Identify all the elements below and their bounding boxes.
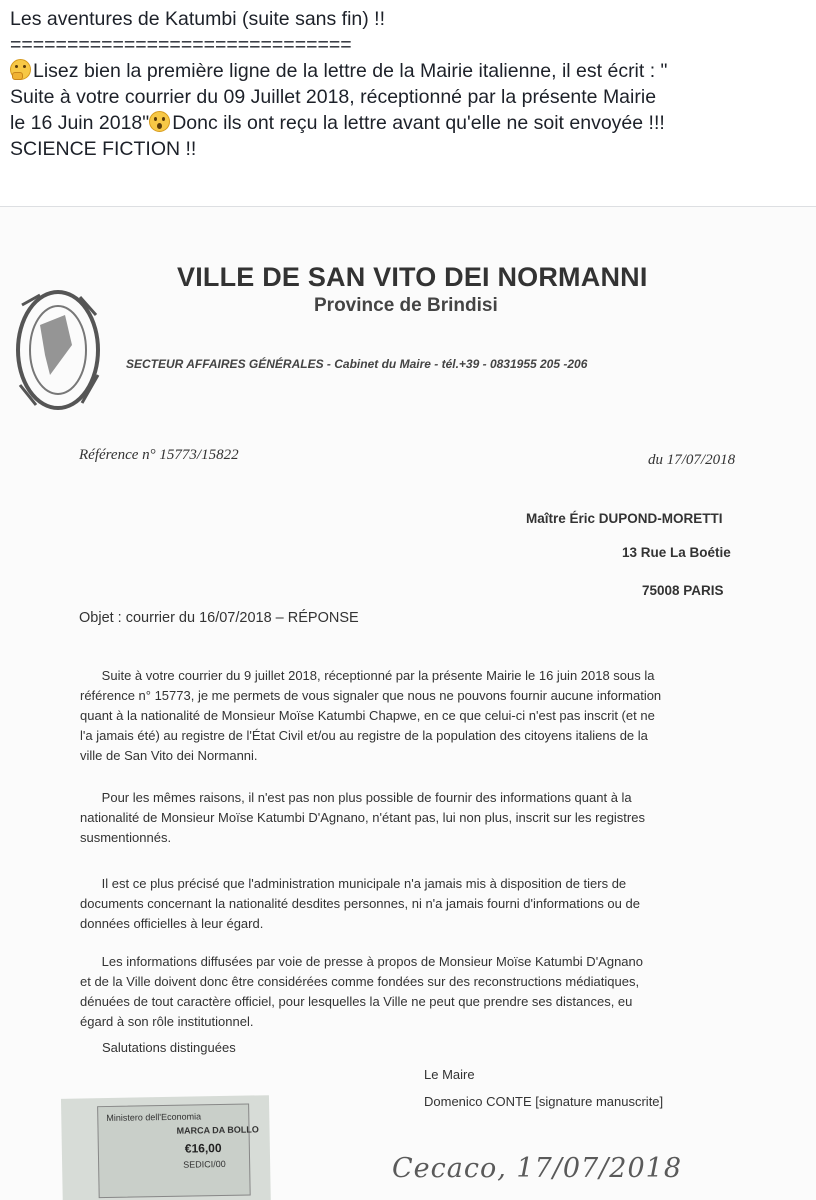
revenue-stamp-amount: €16,00: [184, 1141, 222, 1156]
post-line-6: SCIENCE FICTION !!: [10, 138, 197, 160]
recipient-street: 13 Rue La Boétie: [622, 545, 731, 560]
post-line-5: [10, 110, 810, 136]
recipient-city: 75008 PARIS: [642, 583, 724, 598]
letter-paragraph-3: Il est ce plus précisé que l'administration municipale n'a jamais mis à disposition de tiers de documents concernant la nationalité desdites personnes, ni n'a jamais fourni d'informations ou de données officielles à leur égard.: [80, 876, 640, 931]
letter-province-heading: Province de Brindisi: [314, 295, 498, 316]
letter-paragraph-1: Suite à votre courrier du 9 juillet 2018, réceptionné par la présente Mairie le 16 juin 2018 sous la référence n° 15773, je me permets de vous signaler que nous ne pouvons fournir aucune information quant à la nationalité de Monsieur Moïse Katumbi Chapwe, en ce que celui-ci n'est pas inscrit (et ne l'a jamais été) au registre de l'État Civil et/ou au registre de la population des citoyens italiens de la ville de San Vito dei Normanni.: [80, 668, 662, 763]
post-line-3: [10, 58, 810, 84]
astonished-face-icon: [149, 111, 170, 132]
letter-signer-name: Domenico CONTE [signature manuscrite]: [424, 1094, 664, 1109]
revenue-stamp-label: MARCA DA BOLLO: [176, 1124, 259, 1136]
handwritten-date: Cecaco, 17/07/2018: [392, 1153, 683, 1184]
post-line-title: Les aventures de Katumbi (suite sans fin) !!: [10, 8, 386, 30]
letter-salutation: Salutations distinguées: [102, 1040, 236, 1055]
revenue-stamp: [61, 1095, 271, 1200]
letter-subject: Objet : courrier du 16/07/2018 – RÉPONSE: [79, 610, 359, 626]
post-line-4: Suite à votre courrier du 09 Juillet 2018, réceptionné par la présente Mairie: [10, 86, 657, 108]
post-line-3-text: Lisez bien la première ligne de la lettre de la Mairie italienne, il est écrit : ": [33, 60, 668, 82]
letter-paragraph-2: Pour les mêmes raisons, il n'est pas non plus possible de fournir des informations quant à la nationalité de Monsieur Moïse Katumbi D'Agnano, n'étant pas, lui non plus, inscrit sur les registres susmentionnés.: [80, 790, 645, 845]
post-text: [10, 6, 810, 162]
revenue-stamp-ministry: Ministero dell'Economia: [106, 1111, 202, 1124]
translator-stamp-icon: [10, 285, 110, 415]
letter-city-heading: VILLE DE SAN VITO DEI NORMANNI: [177, 262, 648, 292]
letter-date: du 17/07/2018: [648, 452, 736, 468]
letter-paragraph-4: Les informations diffusées par voie de presse à propos de Monsieur Moïse Katumbi D'Agnano et de la Ville doivent donc être considérées comme fondées sur des reconstructions médiatiques, dénuées de tout caractère officiel, pour lesquelles la Ville ne peut que prendre ses distances, eu égard à son rôle institutionnel.: [80, 954, 643, 1029]
thinking-face-icon: [10, 59, 31, 80]
letter-signer-title: Le Maire: [424, 1067, 475, 1082]
letter-reference: Référence n° 15773/15822: [79, 447, 239, 463]
letter-image[interactable]: [0, 207, 816, 1200]
post-line-separator: ==============================: [10, 34, 352, 56]
post-line-5-b: Donc ils ont reçu la lettre avant qu'elle ne soit envoyée !!!: [172, 112, 665, 134]
post-line-5-a: le 16 Juin 2018": [10, 112, 150, 134]
recipient-name: Maître Éric DUPOND-MORETTI: [526, 511, 723, 526]
revenue-stamp-code: SEDICI/00: [183, 1158, 226, 1170]
revenue-stamp-inner: [97, 1104, 259, 1199]
letter-sector-line: SECTEUR AFFAIRES GÉNÉRALES - Cabinet du Maire - tél.+39 - 0831955 205 -206: [126, 357, 588, 371]
